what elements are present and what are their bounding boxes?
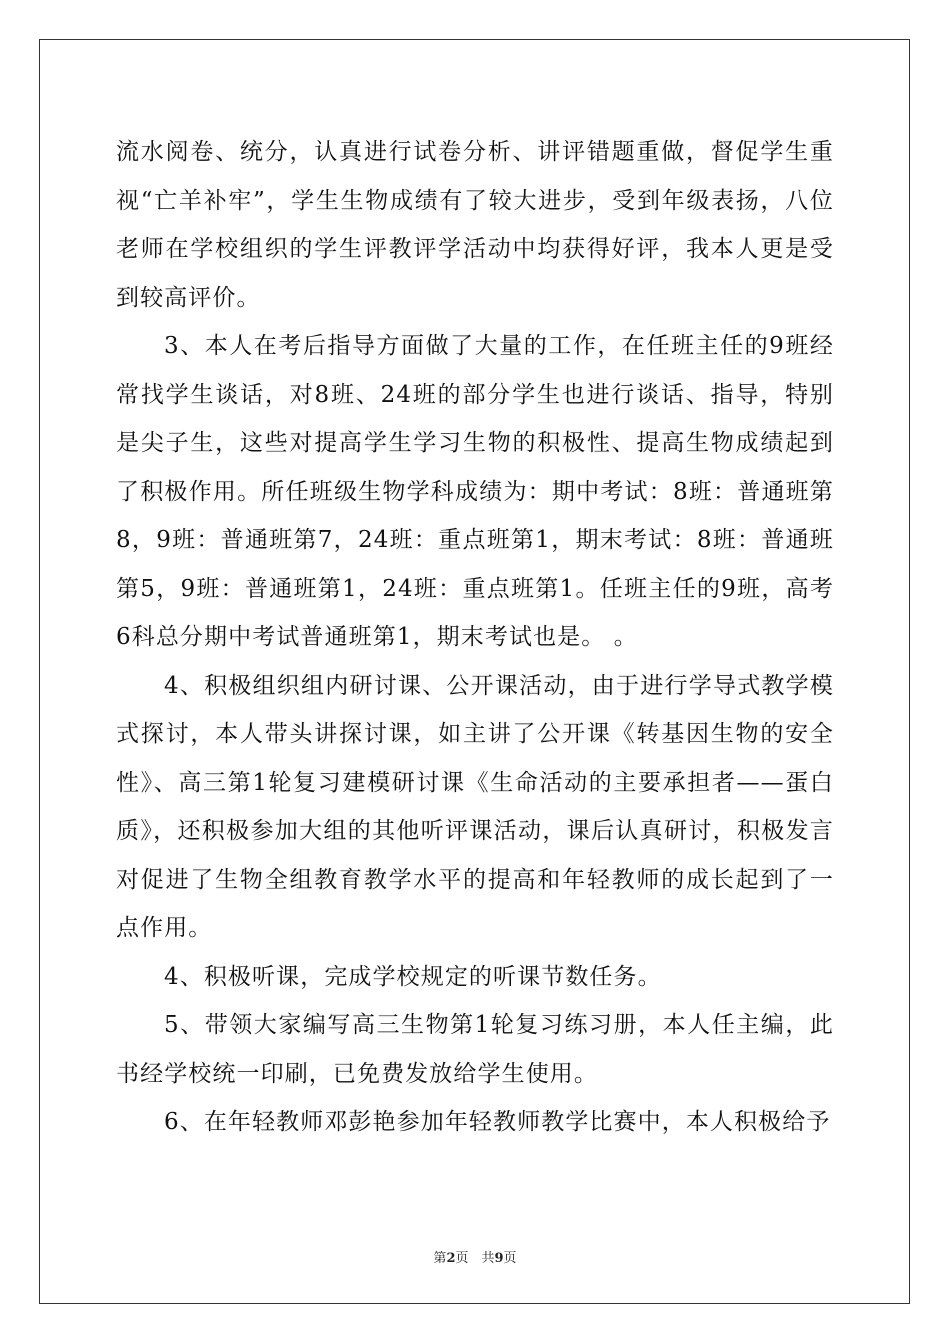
footer-suffix: 页	[503, 1251, 517, 1266]
paragraph-4: 4、积极听课，完成学校规定的听课节数任务。	[164, 963, 662, 990]
paragraph-2: 3、本人在考后指导方面做了大量的工作，在任班主任的9班经常找学生谈话，对8班、24班的部分学生也进行谈话、指导，特别是尖子生，这些对提高学生学习生物的积极性、提高生物成绩起到了积极作用。所任班级生物学科成绩为：期中考试：8班：普通班第8，9班：普通班第7，24班：重点班第1，期末考试：8班：普通班第5，9班：普通班第1，24班：重点班第1。任班主任的9班，高考6科总分期中考试普通班第1，期末考试也是。 。	[116, 333, 834, 650]
paragraph-1: 流水阅卷、统分，认真进行试卷分析、讲评错题重做，督促学生重视“亡羊补牢”，学生生物成绩有了较大进步，受到年级表扬，八位老师在学校组织的学生评教评学活动中均获得好评，我本人更是受到较高评价。	[116, 139, 834, 311]
paragraph-6: 6、在年轻教师邓彭艳参加年轻教师教学比赛中，本人积极给予	[164, 1109, 831, 1135]
current-page-number: 2	[446, 1251, 456, 1266]
page-number-footer	[0, 1247, 950, 1266]
total-pages-number: 9	[494, 1251, 504, 1266]
document-body	[116, 128, 834, 1147]
footer-prefix: 第	[433, 1251, 447, 1266]
paragraph-5: 5、带领大家编写高三生物第1轮复习练习册，本人任主编，此书经学校统一印刷，已免费发放给学生使用。	[116, 1012, 834, 1087]
footer-middle: 页 共	[455, 1251, 495, 1266]
paragraph-3: 4、积极组织组内研讨课、公开课活动，由于进行学导式教学模式探讨，本人带头讲探讨课，如主讲了公开课《转基因生物的安全性》、高三第1轮复习建模研讨课《生命活动的主要承担者——蛋白质》，还积极参加大组的其他听评课活动，课后认真研讨，积极发言对促进了生物全组教育教学水平的提高和年轻教师的成长起到了一点作用。	[116, 672, 834, 941]
